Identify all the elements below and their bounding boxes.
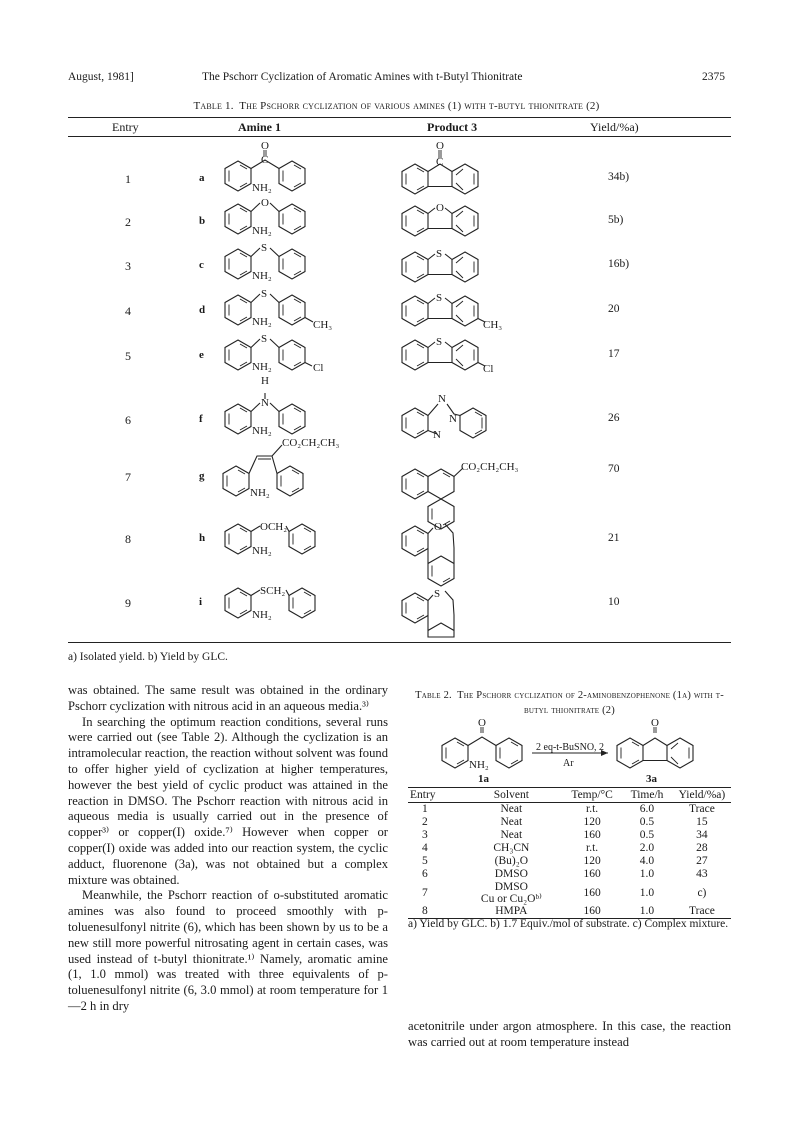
amine-label: NH₂ <box>250 487 270 499</box>
table2-entry: 1 <box>422 803 428 815</box>
table2-yield: Trace <box>689 803 715 815</box>
amine-label: NH₂ <box>252 545 272 557</box>
table2-col-solvent: Solvent <box>460 788 563 803</box>
paragraph: Meanwhile, the Pschorr reaction of o-substituted aromatic amines was also found to proceed smoothly with p-toluenesulfonyl nitrite (6), which has been shown by us to be a new still more powerful nitrosating agent in certain cases, was used instead of t-butyl thionitrate.¹⁾ Namely, aromatic amine (1, 1.0 mmol) was treated with three equivalents of p-toluenesulfonyl nitrite (6, 3.0 mmol) at room temperature for 1—2 h in dry <box>68 888 388 1013</box>
amine-label: CH₃ <box>313 319 333 331</box>
amine-label: Cl <box>313 362 324 374</box>
table1-yield: 70 <box>608 463 620 475</box>
running-header-title: The Pschorr Cyclization of Aromatic Amines with t-Butyl Thionitrate <box>202 71 523 83</box>
table1-entry: 9 <box>125 596 131 610</box>
table1-entry: 2 <box>125 215 131 229</box>
table-row <box>408 881 731 905</box>
table2-time: 0.5 <box>639 816 655 828</box>
table2-yield: 28 <box>696 842 708 854</box>
table2-temp: 160 <box>583 829 601 841</box>
table2-col-temp: Temp/°C <box>563 788 621 803</box>
table1-letter: g <box>199 470 205 482</box>
table-row <box>408 868 731 881</box>
product-label: S <box>436 336 443 348</box>
amine-label: NH₂ <box>252 225 272 237</box>
table1-entry: 3 <box>125 259 131 273</box>
table1-entry: 5 <box>125 349 131 363</box>
amine-label: NH₂ <box>252 425 272 437</box>
scheme-o-label: O <box>478 717 486 729</box>
left-column <box>68 683 388 1015</box>
scheme-reagent: 2 eq-t-BuSNO, 2 <box>536 742 605 753</box>
table1-top-rule <box>68 117 731 118</box>
table1-footnote: a) Isolated yield. b) Yield by GLC. <box>68 651 228 663</box>
table2-entry: 8 <box>408 905 460 919</box>
table1-entry: 8 <box>125 532 131 546</box>
table2-yield: 15 <box>696 816 708 828</box>
table2-entry: 3 <box>422 829 428 841</box>
table-row <box>408 829 731 842</box>
table2-yield: c) <box>697 886 707 899</box>
table1-entry: 6 <box>125 413 131 427</box>
table2-time: 4.0 <box>639 855 655 867</box>
paragraph: was obtained. The same result was obtained in the ordinary Pschorr cyclization with nitrous acid in an aqueous media.³⁾ <box>68 683 388 713</box>
table2-solvent: Neat <box>500 803 523 815</box>
table2-time: 1.0 <box>639 886 655 899</box>
table-row <box>408 803 731 817</box>
table2-solvent: DMSO <box>494 868 528 880</box>
table2-temp: 160 <box>563 905 621 919</box>
table1-yield: 34b) <box>608 171 630 183</box>
table1-yield: 21 <box>608 532 620 544</box>
table1-yield: 5b) <box>608 214 624 226</box>
amine-label: NH₂ <box>252 609 272 621</box>
table2-header-row <box>408 788 731 803</box>
table1-entry: 1 <box>125 172 131 186</box>
table2-solvent: Neat <box>500 829 523 841</box>
amine-label: O <box>261 140 269 152</box>
table1-caption <box>0 100 793 112</box>
scheme-condition: Ar <box>563 758 574 769</box>
table1-yield: 26 <box>608 412 620 424</box>
table1-letter: i <box>199 596 203 608</box>
table2-solvent: Neat <box>500 816 523 828</box>
amine-label: S <box>261 242 268 254</box>
product-label: S <box>434 588 441 600</box>
product-structures <box>395 138 555 638</box>
table1-yield: 16b) <box>608 258 630 270</box>
amine-label: SCH₂ <box>260 585 286 597</box>
amine-label: O <box>261 197 269 209</box>
amine-label: H <box>261 375 269 387</box>
scheme-o-label: O <box>651 717 659 729</box>
table2-temp: r.t. <box>586 803 599 815</box>
right-column <box>408 1019 731 1051</box>
table2-col-time: Time/h <box>621 788 673 803</box>
table2-time: 6.0 <box>639 803 655 815</box>
table2-caption <box>408 688 731 718</box>
table2-temp: r.t. <box>586 842 599 854</box>
table1-yield: 17 <box>608 348 620 360</box>
page-number: 2375 <box>702 71 725 83</box>
table1-entry: 7 <box>125 470 131 484</box>
table2-yield: 43 <box>696 868 708 880</box>
scheme-nh2-label: NH₂ <box>469 759 489 771</box>
amine-label: C <box>261 154 269 166</box>
product-label: O <box>436 140 444 152</box>
amine-label: NH₂ <box>252 316 272 328</box>
table1-letter: f <box>199 413 203 425</box>
table1-letter: h <box>199 532 206 544</box>
table1-letter: a <box>199 172 205 184</box>
table2-col-yield: Yield/%a) <box>673 788 731 803</box>
product-label: S <box>436 248 443 260</box>
table1-entry: 4 <box>125 304 131 318</box>
table2 <box>408 787 731 919</box>
amine-label: S <box>261 333 268 345</box>
table2-time: 2.0 <box>639 842 655 854</box>
table1-bottom-rule <box>68 642 731 643</box>
amine-label: N <box>261 397 269 409</box>
product-label: S <box>436 292 443 304</box>
table1-caption-text: The Pschorr cyclization of various amines (1) with t-butyl thionitrate (2) <box>239 100 600 112</box>
table2-solvent: (Bu)₂O <box>494 855 529 867</box>
table1-caption-label: Table 1. <box>193 100 234 112</box>
table2-temp: 160 <box>583 868 601 880</box>
amine-structures <box>210 138 340 638</box>
table2-temp: 160 <box>583 886 601 899</box>
paragraph: acetonitrile under argon atmosphere. In this case, the reaction was carried out at room temperature instead <box>408 1019 731 1049</box>
amine-label: NH₂ <box>252 361 272 373</box>
table2-temp: 120 <box>583 855 601 867</box>
table-row <box>408 842 731 855</box>
table1-header-rule <box>68 136 731 137</box>
table1-letter: b <box>199 215 206 227</box>
table2-yield: 27 <box>696 855 708 867</box>
product-label: CH₃ <box>483 319 503 331</box>
amine-label: S <box>261 288 268 300</box>
table1-letter: c <box>199 259 204 271</box>
product-label: O <box>434 521 442 533</box>
product-label: N <box>433 429 441 441</box>
table2-temp: 120 <box>583 816 601 828</box>
table2-solvent: HMPA <box>460 905 563 919</box>
amine-label: OCH₂ <box>260 521 288 533</box>
table2-time: 1.0 <box>621 905 673 919</box>
table1-yield: 10 <box>608 596 620 608</box>
table1-col-entry: Entry <box>112 120 139 134</box>
table1-col-product: Product 3 <box>427 120 478 134</box>
product-label: O <box>436 202 444 214</box>
product-label: C <box>436 156 444 168</box>
table2-solvent: CH₃CN <box>493 842 530 854</box>
running-header-date: August, 1981] <box>68 71 134 83</box>
table1-col-amine: Amine 1 <box>238 120 281 134</box>
table2-entry: 2 <box>422 816 428 828</box>
table-row <box>408 855 731 868</box>
table2-col-entry: Entry <box>408 788 460 803</box>
table2-yield: 34 <box>696 829 708 841</box>
table2-footnote: a) Yield by GLC. b) 1.7 Equiv./mol of substrate. c) Complex mixture. <box>408 918 729 930</box>
table2-time: 1.0 <box>639 868 655 880</box>
paragraph: In searching the optimum reaction conditions, several runs were carried out (see Table 2). Although the cyclization is an intramolecular reaction, the reaction without solvent was found to offer higher yield of cyclization at higher temperatures, however the best yield of cyclic product was attained in the reaction in DMSO. The Pschorr reaction with nitrous acid in aqueous media is usually carried out in the presence of copper³⁾ or copper(I) oxide.⁷⁾ However when copper or copper(I) oxide was added into our reaction system, the cyclic adduct, fluorenone (3a), was not obtained but a complex mixture was obtained. <box>68 714 388 887</box>
product-label: Cl <box>483 363 494 375</box>
amine-label: NH₂ <box>252 182 272 194</box>
table2-entry: 7 <box>422 886 428 899</box>
table2-solvent: DMSO Cu or Cu₂Oᵇ⁾ <box>480 881 542 905</box>
product-label: N <box>449 413 457 425</box>
table2-entry: 6 <box>422 868 428 880</box>
table2-yield: Trace <box>673 905 731 919</box>
scheme-right-label: 3a <box>646 773 657 785</box>
table-row <box>408 816 731 829</box>
table1-yield: 20 <box>608 303 620 315</box>
table2-entry: 4 <box>422 842 428 854</box>
table2-reaction-scheme <box>440 717 700 786</box>
table2-entry: 5 <box>422 855 428 867</box>
amine-label: CO₂CH₂CH₃ <box>282 437 340 449</box>
table1-letter: e <box>199 349 204 361</box>
amine-label: NH₂ <box>252 270 272 282</box>
scheme-left-label: 1a <box>478 773 489 785</box>
product-label: N <box>438 393 446 405</box>
table1-letter: d <box>199 304 206 316</box>
table2-caption-text: The Pschorr cyclization of 2-aminobenzophenone (1a) with t-butyl thionitrate (2) <box>457 690 724 716</box>
product-label: CO₂CH₂CH₃ <box>461 461 519 473</box>
table2-time: 0.5 <box>639 829 655 841</box>
table1-col-yield: Yield/%a) <box>590 120 639 134</box>
table2-caption-label: Table 2. <box>415 690 452 701</box>
